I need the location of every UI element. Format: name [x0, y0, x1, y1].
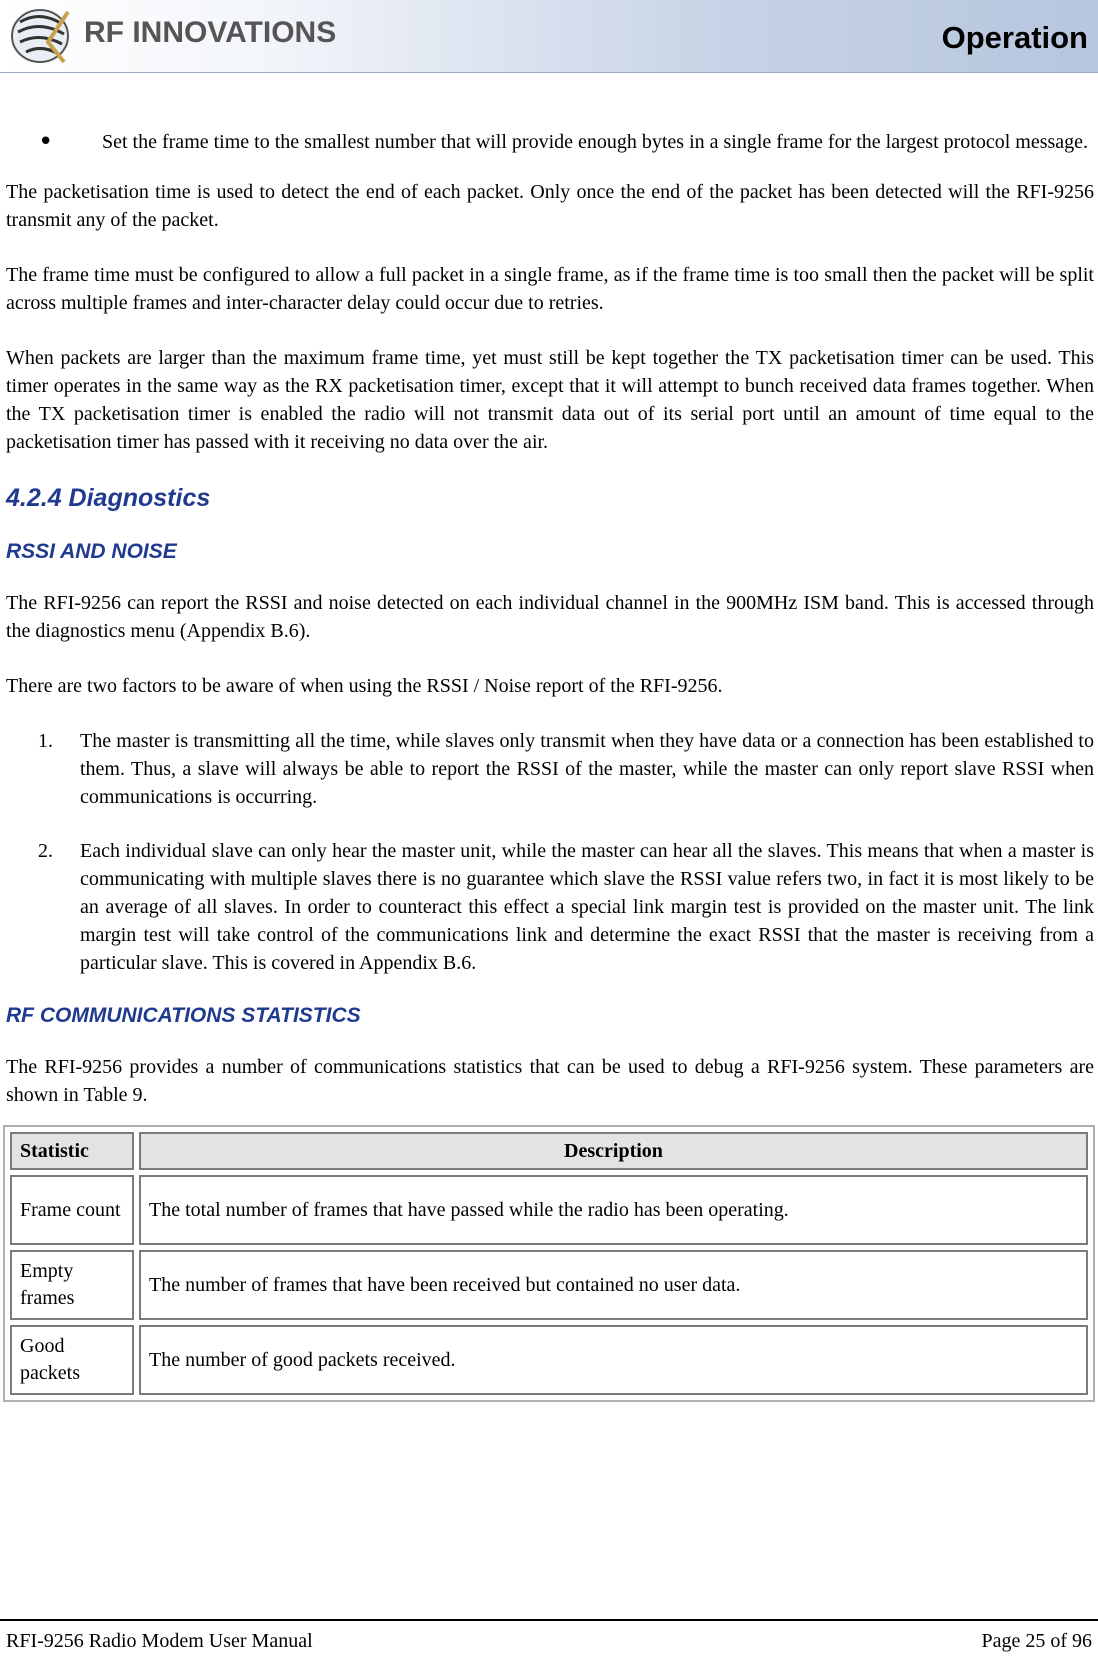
description-cell: The total number of frames that have passed while the radio has been operating.: [139, 1175, 1088, 1245]
document-title: RFI-9256 Radio Modem User Manual: [6, 1630, 313, 1652]
statistic-cell: Frame count: [10, 1175, 134, 1245]
page-number: Page 25 of 96: [981, 1630, 1092, 1652]
bullet-item: [6, 128, 1094, 156]
statistic-cell: Empty frames: [10, 1250, 134, 1320]
table-row: [10, 1325, 1088, 1395]
bullet-text: Set the frame time to the smallest number that will provide enough bytes in a single frame for the largest protocol message.: [102, 131, 1089, 153]
description-cell: The number of good packets received.: [139, 1325, 1088, 1395]
section-title: Operation: [941, 20, 1088, 55]
logo-text: RF INNOVATIONS: [84, 16, 337, 49]
subsection-heading: RF COMMUNICATIONS STATISTICS: [6, 1004, 361, 1027]
subsection-heading: RSSI AND NOISE: [6, 540, 177, 563]
statistics-table: [3, 1125, 1095, 1402]
paragraph: The RFI-9256 can report the RSSI and noise detected on each individual channel in the 900MHz ISM band. This is accessed through the diagnostics menu (Appendix B.6).: [6, 592, 1094, 642]
item-number: 2.: [38, 840, 53, 862]
table-row: [10, 1250, 1088, 1320]
table-row: [10, 1175, 1088, 1245]
item-text: Each individual slave can only hear the master unit, while the master can hear all the slaves. This means that when a master is communicating with multiple slaves there is no guarantee which slave the RSSI value refers two, in fact it is most likely to be an average of all slaves. In order to counteract this effect a special link margin test is provided on the master unit. The link margin test will take control of the communications link and determine the exact RSSI that the master is receiving from a particular slave. This is covered in Appendix B.6.: [80, 840, 1094, 974]
paragraph: The frame time must be configured to allow a full packet in a single frame, as if the frame time is too small then the packet will be split across multiple frames and inter-character delay could occur due to retries.: [6, 264, 1094, 314]
description-cell: The number of frames that have been received but contained no user data.: [139, 1250, 1088, 1320]
numbered-item: [6, 837, 1094, 977]
item-text: The master is transmitting all the time, while slaves only transmit when they have data or a connection has been established to them. Thus, a slave will always be able to report the RSSI of the master, while the master can only report slave RSSI when communications is occurring.: [80, 730, 1094, 808]
section-heading: 4.2.4 Diagnostics: [6, 484, 211, 512]
paragraph: The packetisation time is used to detect the end of each packet. Only once the end of the packet has been detected will the RFI-9256 transmit any of the packet.: [6, 181, 1094, 231]
paragraph: The RFI-9256 provides a number of communications statistics that can be used to debug a RFI-9256 system. These parameters are shown in Table 9.: [6, 1056, 1094, 1106]
statistic-cell: Good packets: [10, 1325, 134, 1395]
column-header-statistic: Statistic: [10, 1132, 134, 1170]
rf-innovations-logo: [8, 2, 348, 68]
bullet-icon: •: [38, 127, 54, 157]
paragraph: When packets are larger than the maximum frame time, yet must still be kept together the TX packetisation timer can be used. This timer operates in the same way as the RX packetisation timer, except that it will attempt to bunch received data frames together. When the TX packetisation timer is enabled the radio will not transmit data out of its serial port until an amount of time equal to the packetisation timer has passed with it receiving no data over the air.: [6, 347, 1094, 453]
item-number: 1.: [38, 730, 53, 752]
logo-dish-icon: [12, 10, 68, 62]
column-header-description: Description: [139, 1132, 1088, 1170]
table-header-row: [10, 1132, 1088, 1170]
page-header: [0, 0, 1098, 73]
page-footer: [0, 1619, 1098, 1661]
numbered-item: [6, 727, 1094, 811]
page-content: [6, 128, 1094, 1402]
paragraph: There are two factors to be aware of when using the RSSI / Noise report of the RFI-9256.: [6, 675, 723, 697]
